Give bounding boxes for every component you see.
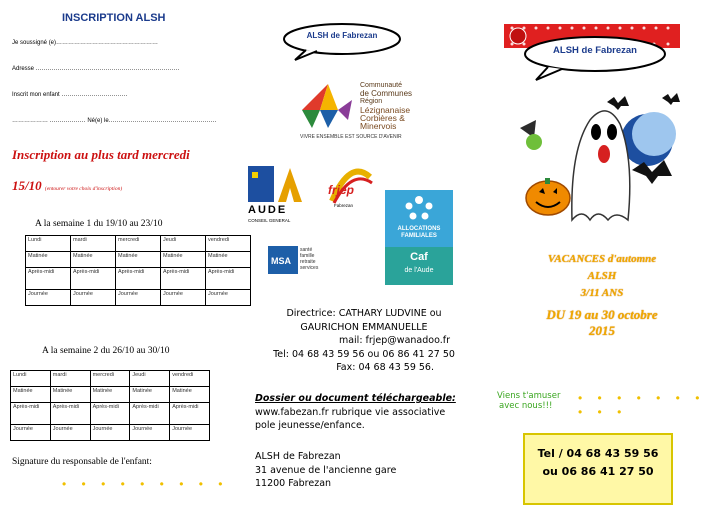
week1-table	[25, 235, 251, 306]
msa-line: services	[300, 265, 319, 271]
table-cell[interactable]: Matinée	[130, 387, 170, 403]
table-header: mercredi	[90, 371, 130, 387]
speech-bubble	[281, 20, 403, 62]
org-line: Lézignanaise	[360, 105, 411, 115]
table-cell[interactable]: Matinée	[50, 387, 90, 403]
aude-emblem-icon	[248, 166, 308, 202]
table-header: mercredi	[116, 236, 161, 252]
org-line: Région	[360, 98, 383, 105]
table-header: Lundi	[26, 236, 71, 252]
vacances-block	[532, 253, 672, 339]
vacances-ages: 3/11 ANS	[580, 287, 624, 299]
table-header: vendredi	[170, 371, 210, 387]
caf-sub: de l'Aude	[404, 267, 434, 274]
week1-title: A la semaine 1 du 19/10 au 23/10	[35, 219, 163, 229]
aude-sub: CONSEIL GENERAL	[248, 218, 291, 223]
caf-logo	[385, 190, 453, 285]
table-cell[interactable]: Matinée	[116, 252, 161, 268]
table-cell[interactable]: Matinée	[161, 252, 206, 268]
table-cell[interactable]: Journée	[90, 425, 130, 441]
table-cell[interactable]: Journée	[11, 425, 51, 441]
org-line: Corbières &	[360, 113, 405, 123]
address-block	[255, 450, 485, 491]
deadline-date-value: 15/10	[12, 178, 42, 193]
bat-icon	[662, 93, 680, 105]
caf-top	[385, 190, 453, 247]
dossier-block	[255, 392, 485, 433]
table-cell[interactable]: Après-midi	[161, 268, 206, 290]
banner-text: ALSH de Fabrezan	[553, 45, 637, 56]
vacances-title: VACANCES d'automne	[547, 253, 657, 265]
communaute-logo-icon	[298, 80, 356, 132]
witch-icon	[526, 134, 542, 150]
table-cell[interactable]: Après-midi	[116, 268, 161, 290]
contact-line: Fax: 04 68 43 59 56.	[336, 362, 434, 373]
address-line: 11200 Fabrezan	[255, 478, 332, 489]
viens-block	[497, 391, 560, 411]
form-line-child: Inscrit mon enfant ……………………………	[12, 92, 128, 98]
table-cell[interactable]: Après-midi	[26, 268, 71, 290]
tel-line: Tel / 04 68 43 59 56	[537, 447, 659, 460]
table-cell[interactable]: Après-midi	[90, 403, 130, 425]
org-line: Communauté	[360, 82, 403, 89]
banner-bubble	[520, 32, 670, 82]
table-cell[interactable]: Matinée	[90, 387, 130, 403]
contact-line: Tel: 04 68 43 59 56 ou 06 86 41 27 50	[273, 348, 455, 360]
org-line: de Communes	[360, 89, 413, 98]
table-cell[interactable]: Journée	[161, 290, 206, 306]
bubble-text: ALSH de Fabrezan	[306, 31, 378, 40]
svg-text:MSA: MSA	[271, 256, 291, 266]
address-line: 31 avenue de l'ancienne gare	[255, 464, 397, 476]
vacances-alsh: ALSH	[587, 270, 617, 282]
msa-logo-icon	[268, 246, 298, 274]
frjep-name: frjep	[328, 183, 355, 197]
table-cell[interactable]: Journée	[206, 290, 251, 306]
caf-line: FAMILIALES	[401, 233, 437, 239]
table-cell[interactable]: Matinée	[71, 252, 116, 268]
msa-line: santé	[300, 247, 313, 253]
deadline-note: (entourer votre choix d'inscription)	[44, 186, 123, 192]
decorative-dots: • • • • • • • • •	[62, 477, 229, 491]
msa-line: famille	[300, 253, 315, 259]
bat-icon	[607, 96, 629, 110]
msa-line: retraite	[300, 259, 316, 265]
table-cell[interactable]: Journée	[130, 425, 170, 441]
ghost-icon	[572, 111, 630, 220]
week2-table	[10, 370, 210, 441]
communaute-text	[360, 82, 412, 130]
deadline-date	[12, 178, 122, 194]
table-cell[interactable]: Après-midi	[206, 268, 251, 290]
table-cell[interactable]: Après-midi	[11, 403, 51, 425]
form-line-birth: ……………… ……………… Né(e) le………………………………………………	[12, 118, 217, 124]
aude-logo	[248, 166, 308, 226]
contact-line: mail: frjep@wanadoo.fr	[338, 335, 450, 346]
contact-line: Directrice: CATHARY LUDVINE ou	[286, 308, 442, 319]
dossier-title: Dossier ou document téléchargeable:	[255, 393, 456, 404]
caf-line: ALLOCATIONS	[397, 226, 441, 232]
table-header: mardi	[71, 236, 116, 252]
table-cell[interactable]: Matinée	[26, 252, 71, 268]
dossier-line: pole jeunesse/enfance.	[255, 420, 365, 431]
table-cell[interactable]: Matinée	[206, 252, 251, 268]
inscription-title: INSCRIPTION ALSH	[62, 12, 166, 24]
table-cell[interactable]: Après-midi	[170, 403, 210, 425]
table-cell[interactable]: Matinée	[11, 387, 51, 403]
caf-bottom	[385, 247, 453, 285]
viens-line: avec nous!!!	[499, 401, 553, 411]
pumpkin-icon	[526, 181, 570, 215]
form-line-name: Je soussigné (e)……………………………………………	[12, 40, 159, 46]
table-cell[interactable]: Journée	[71, 290, 116, 306]
table-header: Jeudi	[161, 236, 206, 252]
table-cell[interactable]: Journée	[50, 425, 90, 441]
table-cell[interactable]: Journée	[26, 290, 71, 306]
halloween-illustration	[512, 80, 694, 230]
caf-name: Caf	[410, 251, 428, 263]
decorative-dots: • • • • • • • • • •	[578, 391, 706, 419]
table-cell[interactable]: Journée	[170, 425, 210, 441]
table-cell[interactable]: Après-midi	[71, 268, 116, 290]
tel-line: ou 06 86 41 27 50	[542, 465, 654, 478]
address-line: ALSH de Fabrezan	[255, 451, 341, 462]
table-cell[interactable]: Journée	[116, 290, 161, 306]
contact-line: GAURICHON EMMANUELLE	[300, 321, 428, 333]
deadline-text: Inscription au plus tard mercredi	[12, 147, 190, 162]
table-cell[interactable]: Après-midi	[50, 403, 90, 425]
communaute-tagline: VIVRE ENSEMBLE EST SOURCE D'AVENIR	[300, 134, 402, 140]
telephone-box	[523, 433, 673, 505]
form-line-address: Adresse ………………………………………………………………	[12, 66, 180, 72]
table-cell[interactable]: Après-midi	[130, 403, 170, 425]
msa-text	[300, 247, 318, 271]
table-cell[interactable]: Matinée	[170, 387, 210, 403]
vacances-dates: DU 19 au 30 octobre 2015	[546, 307, 658, 338]
viens-line: Viens t'amuser	[497, 391, 561, 401]
signature-label: Signature du responsable de l'enfant:	[12, 457, 152, 467]
table-header: Lundi	[11, 371, 51, 387]
table-header: vendredi	[206, 236, 251, 252]
org-line: Minervois	[360, 121, 397, 131]
table-header: Jeudi	[130, 371, 170, 387]
contact-block	[252, 307, 476, 375]
table-header: mardi	[50, 371, 90, 387]
caf-allocations	[385, 226, 453, 240]
frjep-sub: Fabrezan	[334, 203, 354, 208]
aude-name: AUDE	[248, 204, 288, 216]
week2-title: A la semaine 2 du 26/10 au 30/10	[42, 346, 170, 356]
caf-people-icon	[403, 194, 435, 222]
dossier-line[interactable]: www.fabezan.fr rubrique vie associative	[255, 406, 446, 418]
